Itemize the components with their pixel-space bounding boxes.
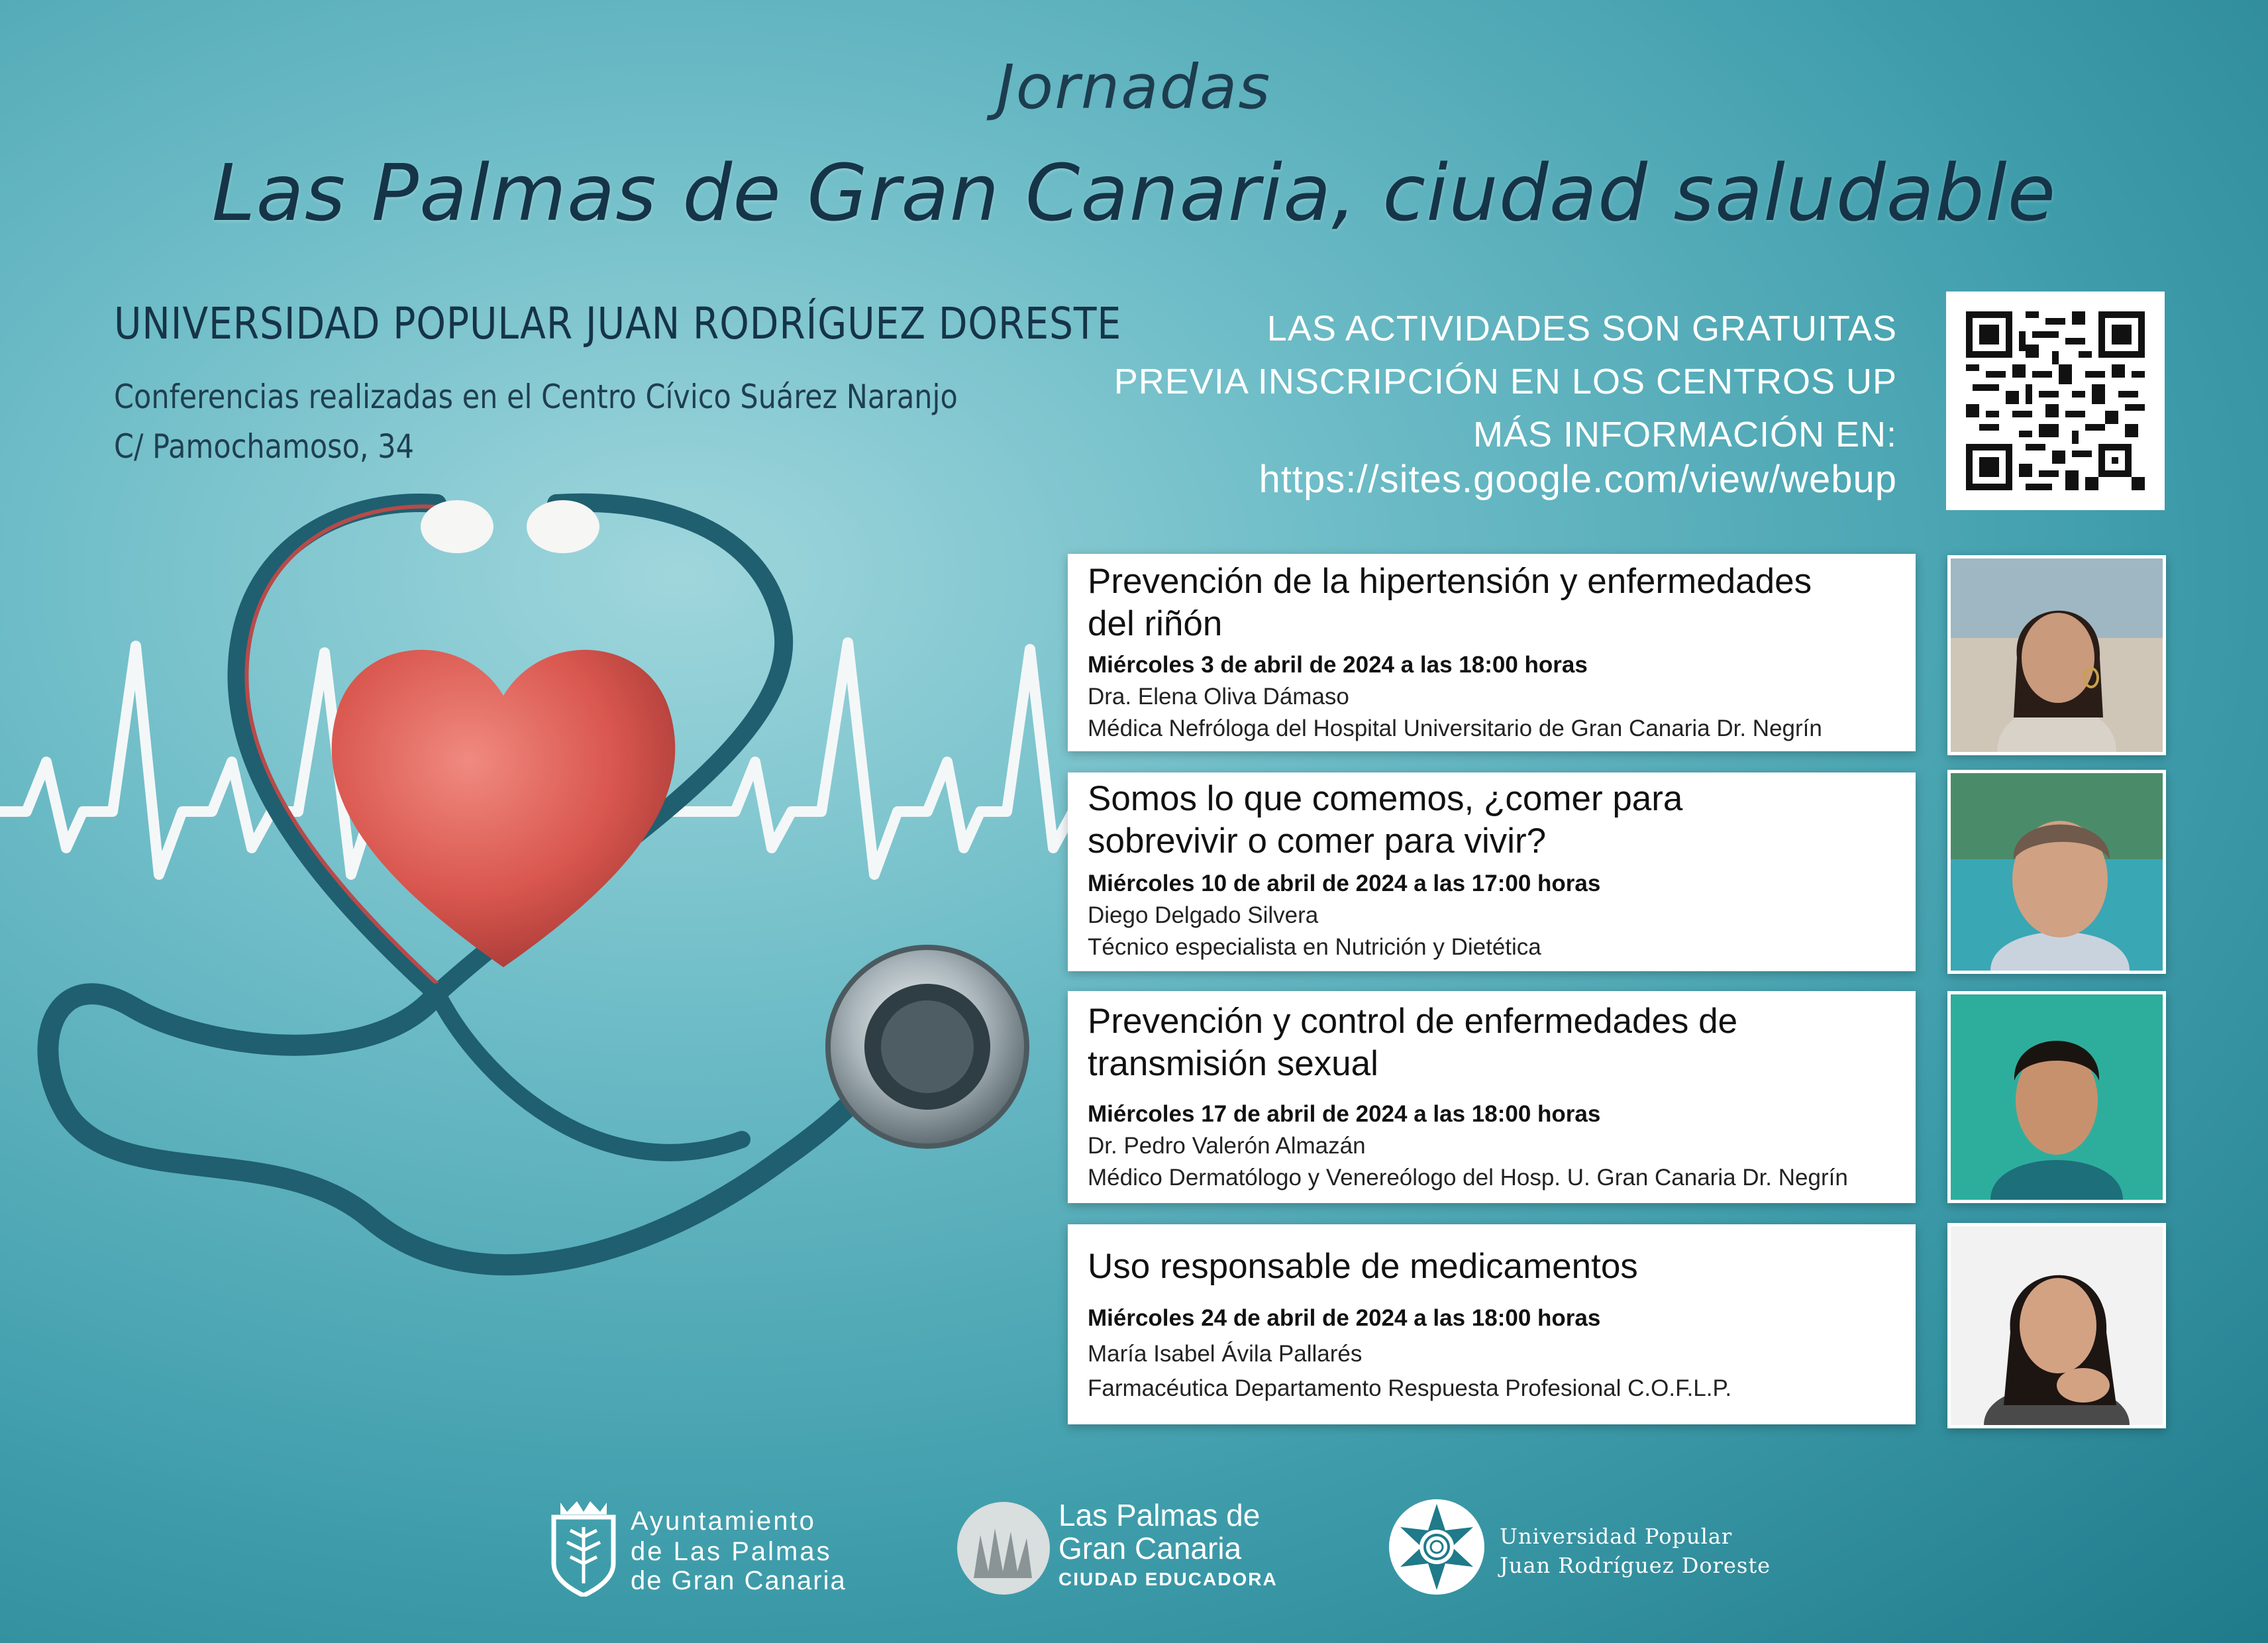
talk-speaker: María Isabel Ávila Pallarés: [1088, 1341, 1363, 1367]
venue-line: Conferencias realizadas en el Centro Cívico Suárez Naranjo: [114, 378, 958, 416]
organizer-name: UNIVERSIDAD POPULAR JUAN RODRÍGUEZ DORESTE: [114, 298, 1122, 349]
talk-title-cont: del riñón: [1088, 604, 1223, 643]
info-registration: PREVIA INSCRIPCIÓN EN LOS CENTROS UP: [1113, 362, 1897, 401]
talk-title: Prevención de la hipertensión y enfermedades: [1088, 562, 1812, 601]
talk-speaker-role: Farmacéutica Departamento Respuesta Profesional C.O.F.L.P.: [1088, 1375, 1732, 1401]
hands-globe-icon: [954, 1499, 1053, 1598]
talk-date: Miércoles 3 de abril de 2024 a las 18:00 horas: [1088, 652, 1588, 678]
talk-title: Prevención y control de enfermedades de: [1088, 1002, 1738, 1041]
qr-code[interactable]: [1946, 292, 2165, 510]
speaker-photo-2: [1947, 770, 2166, 974]
person-avatar-icon: [1951, 558, 2163, 752]
stethoscope-heart-illustration: [0, 477, 1073, 1352]
talk-date: Miércoles 24 de abril de 2024 a las 18:00 horas: [1088, 1305, 1601, 1331]
pre-title: Jornadas: [996, 52, 1272, 123]
person-avatar-icon: [1951, 994, 2163, 1200]
logo-up-line2: Juan Rodríguez Doreste: [1500, 1553, 1771, 1578]
speaker-photo-4: [1947, 1223, 2166, 1428]
venue-address: C/ Pamochamoso, 34: [114, 427, 414, 466]
info-more: MÁS INFORMACIÓN EN:: [1472, 415, 1897, 454]
talk-title-cont: transmisión sexual: [1088, 1044, 1378, 1083]
talk-card-4: [1068, 1224, 1916, 1424]
page-title: Las Palmas de Gran Canaria, ciudad saludable: [211, 147, 2057, 238]
speaker-photo-3: [1947, 991, 2166, 1203]
talk-card-2: [1068, 772, 1916, 971]
talk-card-3: [1068, 991, 1916, 1203]
talk-title-cont: sobrevivir o comer para vivir?: [1088, 822, 1547, 861]
logo-ayto-line3: de Gran Canaria: [631, 1566, 847, 1595]
talk-speaker: Dra. Elena Oliva Dámaso: [1088, 684, 1349, 710]
heart-icon: [332, 650, 676, 967]
talk-speaker-role: Médico Dermatólogo y Venereólogo del Hosp. U. Gran Canaria Dr. Negrín: [1088, 1165, 1848, 1191]
speaker-photo-1: [1947, 555, 2166, 755]
person-avatar-icon: [1951, 773, 2163, 971]
coat-of-arms-icon: [547, 1497, 620, 1597]
qr-code-icon: [1966, 311, 2145, 490]
logo-ciudad-educadora: [954, 1497, 1312, 1610]
logo-ayuntamiento: [547, 1497, 892, 1610]
logo-ce-line1: Las Palmas de: [1058, 1498, 1261, 1532]
logo-ayto-line1: Ayuntamiento: [631, 1507, 816, 1536]
talk-title: Somos lo que comemos, ¿comer para: [1088, 779, 1683, 818]
talk-title: Uso responsable de medicamentos: [1088, 1247, 1638, 1286]
logo-ayto-line2: de Las Palmas: [631, 1537, 832, 1566]
talk-date: Miércoles 17 de abril de 2024 a las 18:00 horas: [1088, 1101, 1601, 1127]
talk-speaker: Diego Delgado Silvera: [1088, 902, 1319, 928]
info-free: LAS ACTIVIDADES SON GRATUITAS: [1266, 309, 1897, 348]
talk-speaker-role: Médica Nefróloga del Hospital Universitario de Gran Canaria Dr. Negrín: [1088, 716, 1822, 741]
person-avatar-icon: [1951, 1226, 2163, 1425]
talk-date: Miércoles 10 de abril de 2024 a las 17:00 horas: [1088, 871, 1601, 896]
logo-ce-line2: Gran Canaria: [1058, 1531, 1242, 1565]
logo-ce-line3: CIUDAD EDUCADORA: [1058, 1569, 1278, 1589]
logo-universidad-popular: [1387, 1497, 1771, 1610]
info-url-link[interactable]: https://sites.google.com/view/webup: [1259, 458, 1897, 501]
talk-card-1: [1068, 554, 1916, 751]
talk-speaker: Dr. Pedro Valerón Almazán: [1088, 1133, 1366, 1159]
talk-speaker-role: Técnico especialista en Nutrición y Dietética: [1088, 934, 1541, 960]
sun-emblem-icon: [1387, 1497, 1486, 1597]
logo-up-line1: Universidad Popular: [1500, 1524, 1733, 1549]
